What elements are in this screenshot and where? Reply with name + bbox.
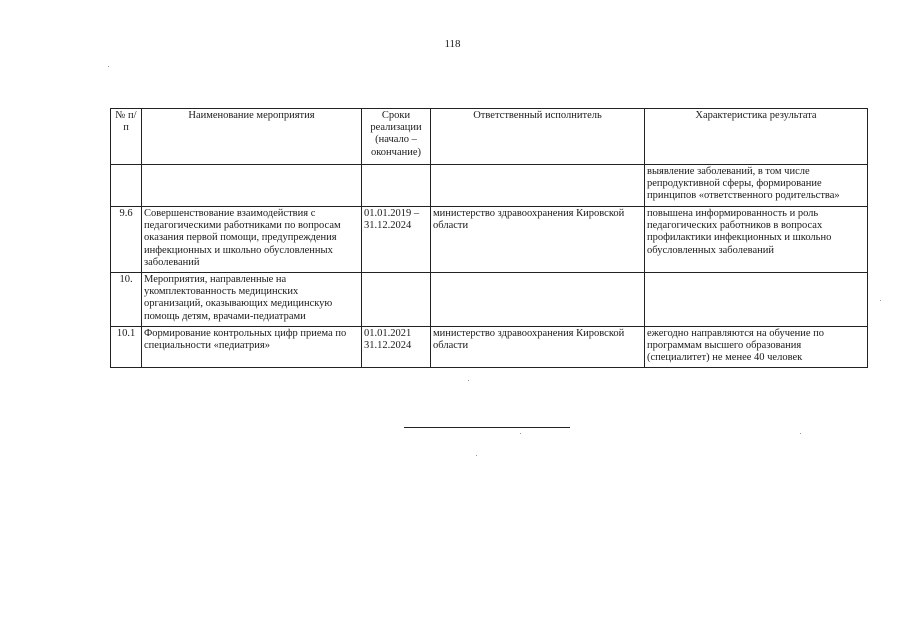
page-number: 118 [444,38,461,50]
row-executor [431,273,645,327]
table-row [111,165,868,207]
row-num: 10.1 [111,327,142,368]
row-name: Формирование контрольных цифр приема по специальности «педиатрия» [142,327,362,368]
activities-table [110,108,868,368]
header-dates: Сроки реализации (начало – окончание) [362,109,431,165]
table-row [111,207,868,273]
scan-speck [800,433,801,434]
row-num: 9.6 [111,207,142,273]
table-row [111,327,868,368]
row-dates: 01.01.2021 31.12.2024 [362,327,431,368]
scan-speck [880,300,881,301]
row-executor [431,165,645,207]
header-name: Наименование мероприятия [142,109,362,165]
header-num: № п/п [111,109,142,165]
row-name [142,165,362,207]
row-executor: министерство здравоохранения Кировской области [431,207,645,273]
row-dates [362,273,431,327]
row-name: Мероприятия, направленные на укомплектованность медицинских организаций, оказывающих медицинскую помощь детям, врачами-педиатрами [142,273,362,327]
footer-divider [404,427,570,428]
header-executor: Ответственный исполнитель [431,109,645,165]
scan-speck [520,433,521,434]
row-result: ежегодно направляются на обучение по программам высшего образования (специалитет) не менее 40 человек [645,327,868,368]
table-header-row [111,109,868,165]
row-dates [362,165,431,207]
scan-speck [468,380,469,381]
scan-speck [476,455,477,456]
row-num: 10. [111,273,142,327]
row-num [111,165,142,207]
row-result: выявление заболеваний, в том числе репродуктивной сферы, формирование принципов «ответственного родительства» [645,165,868,207]
row-name: Совершенствование взаимодействия с педагогическими работниками по вопросам оказания первой помощи, предупреждения инфекционных и школьно обусловленных заболеваний [142,207,362,273]
table-row [111,273,868,327]
row-result [645,273,868,327]
scan-speck [108,66,109,67]
row-executor: министерство здравоохранения Кировской области [431,327,645,368]
row-dates: 01.01.2019 – 31.12.2024 [362,207,431,273]
row-result: повышена информированность и роль педагогических работников в вопросах профилактики инфекционных и школьно обусловленных заболеваний [645,207,868,273]
header-result: Характеристика результата [645,109,868,165]
